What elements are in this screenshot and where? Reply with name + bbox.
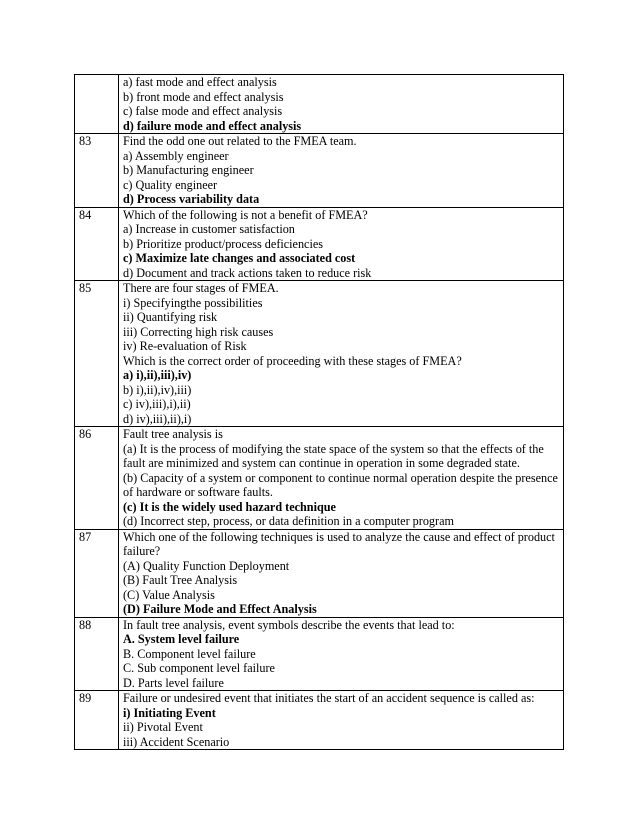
correct-answer-line: a) i),ii),iii),iv) (123, 368, 192, 382)
question-line: (b) Capacity of a system or component to continue normal operation despite the presence of hardware or software faults. (123, 470, 558, 499)
question-line: Fault tree analysis is (123, 427, 223, 441)
question-line: B. Component level failure (123, 646, 256, 661)
question-row (75, 617, 564, 691)
question-line: c) iv),iii),i),ii) (123, 397, 191, 411)
question-line: Failure or undesired event that initiates the start of an accident sequence is called as: (123, 691, 535, 705)
question-line: b) Manufacturing engineer (123, 163, 254, 177)
question-line: b) front mode and effect analysis (123, 89, 284, 104)
correct-answer-line: i) Initiating Event (123, 705, 216, 720)
question-row (75, 207, 564, 281)
correct-answer-line: c) Maximize late changes and associated cost (123, 251, 356, 265)
question-body (119, 281, 564, 427)
correct-answer-line: d) failure mode and effect analysis (123, 118, 302, 133)
question-line: In fault tree analysis, event symbols describe the events that lead to: (123, 617, 455, 632)
question-line: There are four stages of FMEA. (123, 281, 279, 295)
correct-answer-line: (c) It is the widely used hazard technique (123, 499, 336, 514)
correct-answer-line: d) Process variability data (123, 192, 260, 206)
question-line: (A) Quality Function Deployment (123, 558, 290, 573)
question-line: b) Prioritize product/process deficiencies (123, 236, 324, 251)
question-row (75, 691, 564, 750)
question-number: 86 (75, 427, 119, 530)
question-number: 85 (75, 281, 119, 427)
question-row (75, 75, 564, 134)
question-line: (C) Value Analysis (123, 587, 215, 602)
question-line: iii) Accident Scenario (123, 734, 230, 749)
question-line: c) Quality engineer (123, 177, 218, 192)
question-number (75, 75, 119, 134)
question-line: C. Sub component level failure (123, 661, 275, 675)
question-body (119, 427, 564, 530)
question-row (75, 529, 564, 617)
question-line: D. Parts level failure (123, 675, 224, 690)
question-line: ii) Quantifying risk (123, 310, 218, 324)
question-body (119, 691, 564, 750)
question-line: Which of the following is not a benefit of FMEA? (123, 207, 368, 222)
question-line: Which is the correct order of proceeding with these stages of FMEA? (123, 353, 462, 368)
question-line: a) fast mode and effect analysis (123, 75, 277, 89)
question-line: (B) Fault Tree Analysis (123, 573, 238, 587)
question-body (119, 75, 564, 134)
question-line: Find the odd one out related to the FMEA team. (123, 134, 357, 148)
question-line: d) iv),iii),ii),i) (123, 411, 192, 426)
question-line: ii) Pivotal Event (123, 720, 203, 734)
question-table (74, 74, 564, 750)
question-line: iv) Re-evaluation of Risk (123, 339, 247, 353)
question-line: b) i),ii),iv),iii) (123, 382, 192, 397)
question-body (119, 529, 564, 617)
question-line: a) Assembly engineer (123, 148, 229, 163)
question-number: 83 (75, 134, 119, 208)
correct-answer-line: (D) Failure Mode and Effect Analysis (123, 602, 317, 616)
question-line: (a) It is the process of modifying the state space of the system so that the effects of the fault are minimized and system can continue in operation in some degraded state. (123, 441, 544, 470)
question-number: 87 (75, 529, 119, 617)
question-line: d) Document and track actions taken to reduce risk (123, 265, 372, 280)
question-row (75, 134, 564, 208)
question-number: 84 (75, 207, 119, 281)
question-line: i) Specifyingthe possibilities (123, 295, 263, 310)
correct-answer-line: A. System level failure (123, 632, 240, 646)
question-row (75, 281, 564, 427)
question-line: (d) Incorrect step, process, or data definition in a computer program (123, 514, 454, 528)
question-number: 88 (75, 617, 119, 691)
question-number: 89 (75, 691, 119, 750)
question-body (119, 207, 564, 281)
question-table-body (75, 75, 564, 750)
question-line: Which one of the following techniques is used to analyze the cause and effect of product failure? (123, 529, 555, 558)
question-body (119, 617, 564, 691)
question-line: a) Increase in customer satisfaction (123, 222, 295, 236)
question-row (75, 427, 564, 530)
question-line: iii) Correcting high risk causes (123, 324, 274, 339)
question-line: c) false mode and effect analysis (123, 104, 283, 118)
question-body (119, 134, 564, 208)
